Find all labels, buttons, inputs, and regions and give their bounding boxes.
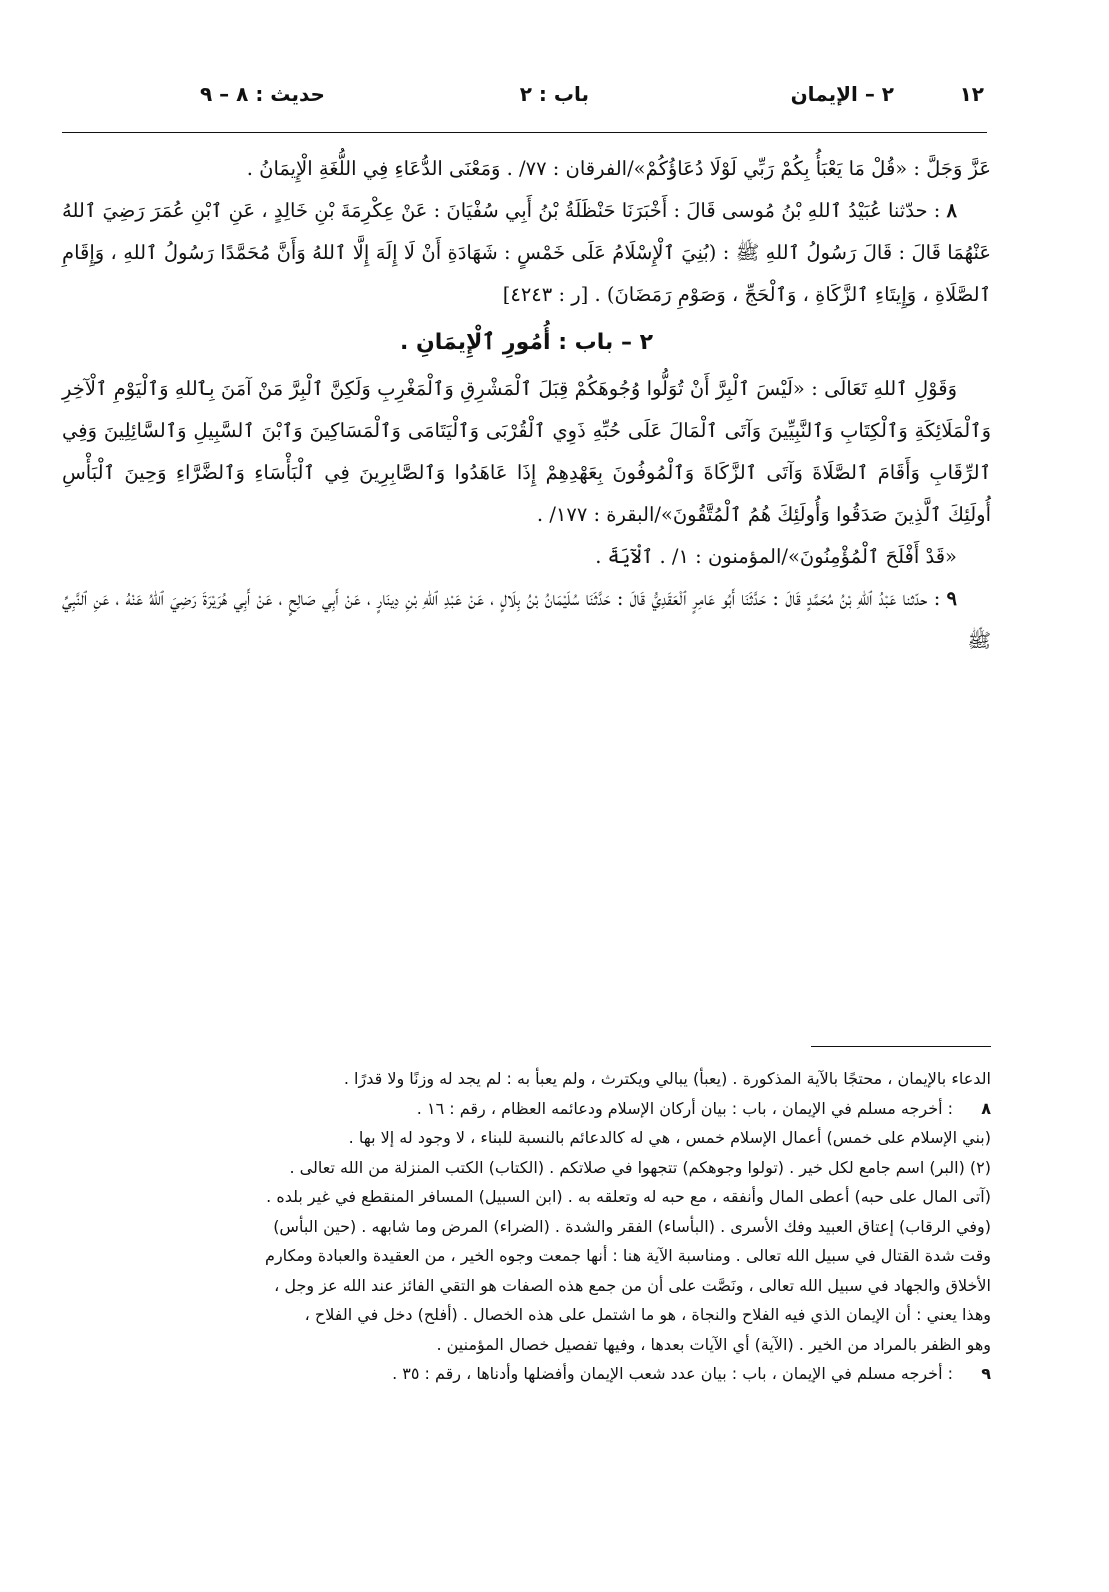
running-header	[200, 82, 984, 122]
hadith-9	[62, 578, 991, 662]
page-number: ١٢	[959, 82, 984, 106]
verse-quote: «قَدْ أَفْلَحَ ٱلْمُؤْمِنُونَ»/المؤمنون : ١/ . ٱلْآيَةَ .	[595, 545, 957, 568]
footnote-9	[62, 1359, 991, 1389]
footnote-line: (آتى المال على حبه) أعطى المال وأنفقه ، مع حبه له وتعلقه به . (ابن السبيل) المسافر المنقطع في غير بلده .	[266, 1187, 991, 1206]
hadith-number: ٩	[946, 587, 957, 610]
hadith-text: : حدّثنا عَبْدُ ٱللهِ بْنُ مُحَمَّدٍ قَالَ : حَدَّثَنَا أَبُو عَامِرٍ ٱلْعَقَدِيُّ قَالَ : حَدَّثَنَا سُلَيْمَانُ بْنُ بِلَالٍ ، عَنْ عَبْدِ ٱللهِ بْنِ دِينَارٍ ، عَنْ أَبِي صَالِحٍ ، عَنْ أَبِي هُرَيْرَةَ رَضِيَ ٱللهُ عَنْهُ ، عَنِ ٱلنَّبِيِّ ﷺ	[62, 587, 991, 652]
footnote-line: (بني الإسلام على خمس) أعمال الإسلام خمس ، هي له كالدعائم بالنسبة للبناء ، لا وجود له إلا بها .	[348, 1128, 991, 1147]
footnote-text: : أخرجه مسلم في الإيمان ، باب : بيان أركان الإسلام ودعائمه العظام ، رقم : ١٦ .	[416, 1098, 953, 1118]
footnote-8	[62, 1094, 991, 1124]
footnote-line: وقت شدة القتال في سبيل الله تعالى . ومناسبة الآية هنا : أنها جمعت وجوه الخير ، من العقيدة والعبادة ومكارم	[265, 1246, 991, 1265]
footnote-number: ٩	[981, 1364, 991, 1383]
footnote-line: الدعاء بالإيمان ، محتجًا بالآية المذكورة . (يعبأ) يبالي ويكترث ، ولم يعبأ به : لم يجد له وزنًا ولا قدرًا .	[343, 1069, 991, 1088]
book-title: ٢ – الإيمان	[790, 82, 894, 106]
hadith-number: ٨	[946, 199, 957, 222]
hadith-text: : حدّثنا عُبَيْدُ ٱللهِ بْنُ مُوسى قَالَ : أَخْبَرَنَا حَنْظَلَةُ بْنُ أَبِي سُفْيَانَ : عَنْ عِكْرِمَةَ بْنِ خَالِدٍ ، عَنِ ٱبْنِ عُمَرَ رَضِيَ ٱللهُ عَنْهُمَا قَالَ : قَالَ رَسُولُ ٱللهِ ﷺ : (بُنِيَ ٱلْإِسْلَامُ عَلَى خَمْسٍ : شَهَادَةِ أَنْ لَا إِلَهَ إِلَّا ٱللهُ وَأَنَّ مُحَمَّدًا رَسُولُ ٱللهِ ، وَإِقَامِ ٱلصَّلَاةِ ، وَإِيتَاءِ ٱلزَّكَاةِ ، وَٱلْحَجِّ ، وَصَوْمِ رَمَضَانَ) . [ر : ٤٢٤٣]	[62, 199, 991, 306]
footnote-line: (وفي الرقاب) إعتاق العبيد وفك الأسرى . (البأساء) الفقر والشدة . (الضراء) المرض وما شابهه . (حين البأس)	[273, 1216, 991, 1236]
verse-paragraph: وَقَوْلِ ٱللهِ تَعَالَى : «لَيْسَ ٱلْبِرَّ أَنْ تُوَلُّوا وُجُوهَكُمْ قِبَلَ ٱلْمَشْرِقِ وَٱلْمَغْرِبِ وَلَكِنَّ ٱلْبِرَّ مَنْ آمَنَ بِٱللهِ وَٱلْيَوْمِ ٱلْآخِرِ وَٱلْمَلَائِكَةِ وَٱلْكِتَابِ وَٱلنَّبِيِّينَ وَآتَى ٱلْمَالَ عَلَى حُبِّهِ ذَوِي ٱلْقُرْبَى وَٱلْيَتَامَى وَٱلْمَسَاكِينَ وَٱبْنَ ٱلسَّبِيلِ وَٱلسَّائِلِينَ وَفِي ٱلرِّقَابِ وَأَقَامَ ٱلصَّلَاةَ وَآتَى ٱلزَّكَاةَ وَٱلْمُوفُونَ بِعَهْدِهِمْ إِذَا عَاهَدُوا وَٱلصَّابِرِينَ فِي ٱلْبَأْسَاءِ وَٱلضَّرَّاءِ وَحِينَ ٱلْبَأْسِ أُولَئِكَ ٱلَّذِينَ صَدَقُوا وَأُولَئِكَ هُمُ ٱلْمُتَّقُونَ»/البقرة : ١٧٧/ .	[62, 377, 991, 526]
chapter-heading: ٢ – باب : أُمُورِ ٱلْإِيمَانِ .	[399, 330, 654, 355]
footnote-text: : أخرجه مسلم في الإيمان ، باب : بيان عدد شعب الإيمان وأفضلها وأدناها ، رقم : ٣٥ .	[392, 1364, 953, 1383]
footnote-number: ٨	[981, 1098, 991, 1118]
main-text	[62, 148, 991, 662]
hadith-range: حديث : ٨ – ٩	[200, 82, 325, 106]
footnote-line: وهو الظفر بالمراد من الخير . (الآية) أي الآيات بعدها ، وفيها تفصيل خصال المؤمنين .	[436, 1334, 991, 1354]
footnote-line: (٢) (البر) اسم جامع لكل خير . (تولوا وجوهكم) تتجهوا في صلاتكم . (الكتاب) الكتب المنزلة من الله تعالى .	[289, 1157, 991, 1177]
header-divider	[62, 132, 987, 133]
chapter-label: باب : ٢	[519, 82, 589, 106]
footnote-line: وهذا يعني : أن الإيمان الذي فيه الفلاح والنجاة ، هو ما اشتمل على هذه الخصال . (أفلح) دخل في الفلاح ،	[304, 1305, 991, 1324]
footnote-divider	[811, 1046, 991, 1047]
hadith-8	[62, 190, 991, 316]
footnote-line: الأخلاق والجهاد في سبيل الله تعالى ، ونَصَّت على أن من جمع هذه الصفات هو التقي الفائز عند الله عز وجل ،	[274, 1275, 991, 1295]
intro-paragraph: عَزَّ وَجَلَّ : «قُلْ مَا يَعْبَأُ بِكُمْ رَبِّي لَوْلَا دُعَاؤُكُمْ»/الفرقان : ٧٧/ . وَمَعْنَى الدُّعَاءِ فِي اللُّغَةِ الْإِيمَانُ .	[246, 157, 991, 180]
footnotes	[62, 1064, 991, 1389]
